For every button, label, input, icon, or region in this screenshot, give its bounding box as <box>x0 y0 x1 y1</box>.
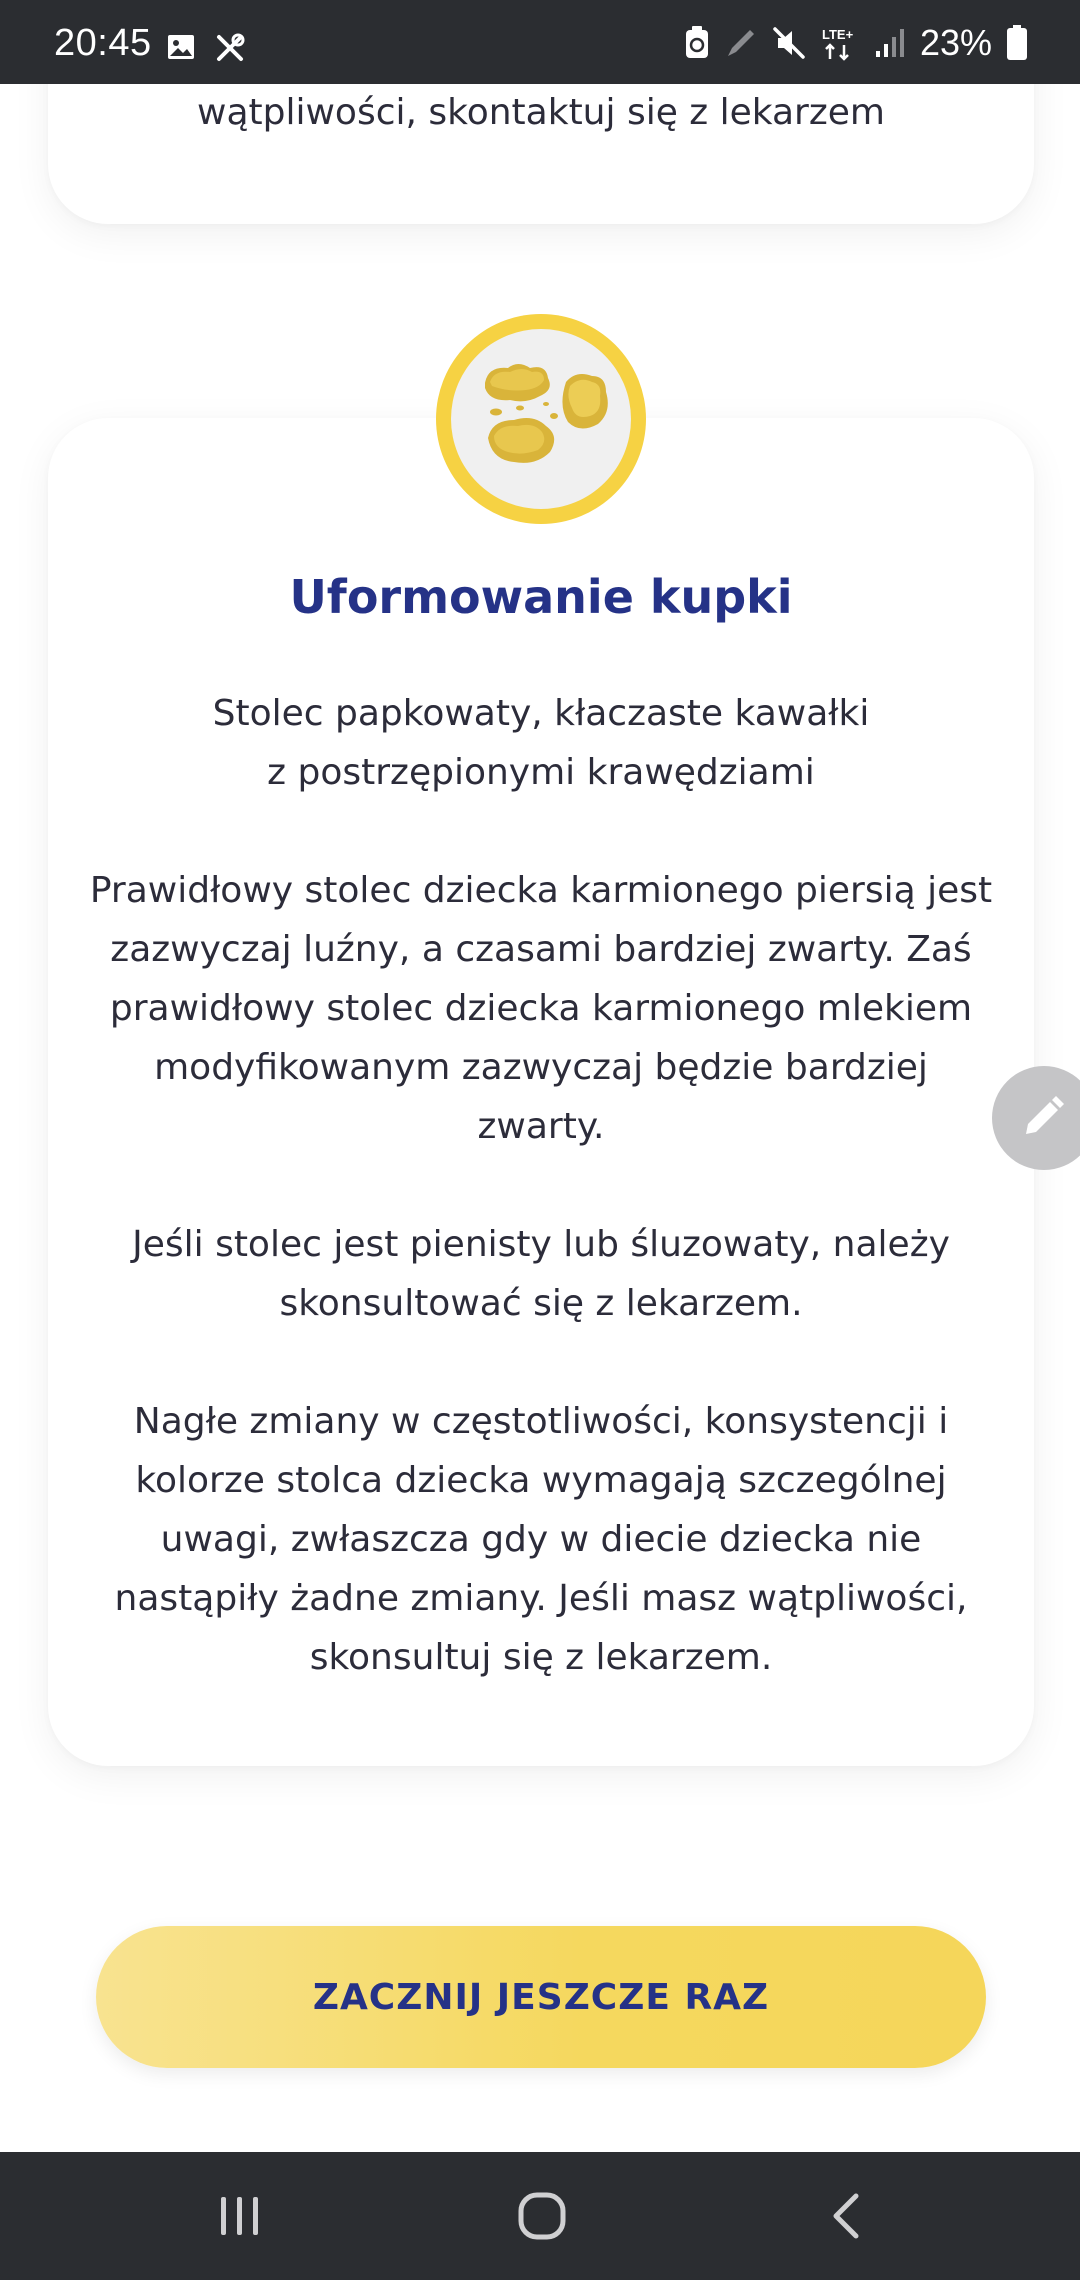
previous-card-text: wątpliwości, skontaktuj się z lekarzem <box>197 92 885 133</box>
card-paragraph-1: Prawidłowy stolec dziecka karmionego piersią jest zazwyczaj luźny, a czasami bardziej zwarty. Zaś prawidłowy stolec dziecka karmionego mlekiem modyfikowanym zazwyczaj będzie bardziej zwarty. <box>89 870 993 1147</box>
signal-icon <box>874 27 906 59</box>
recent-apps-button[interactable] <box>200 2182 280 2250</box>
card-title: Uformowanie kupki <box>289 570 793 624</box>
image-icon <box>166 32 196 62</box>
battery-percent: 23% <box>919 22 992 63</box>
back-button[interactable] <box>806 2182 886 2250</box>
previous-info-card <box>48 84 1034 224</box>
card-paragraph-2: Jeśli stolec jest pienisty lub śluzowaty, należy skonsultować się z lekarzem. <box>132 1224 950 1324</box>
card-body <box>88 684 994 1687</box>
svg-text:LTE+: LTE+ <box>821 27 854 42</box>
home-icon <box>516 2190 568 2242</box>
status-time: 20:45 <box>54 22 152 64</box>
stool-clumps-icon <box>430 308 652 530</box>
status-notification-icons <box>166 32 246 64</box>
restart-button[interactable]: ZACZNIJ JESZCZE RAZ <box>96 1926 986 2068</box>
content-scroll-area[interactable] <box>0 84 1080 2152</box>
home-button[interactable] <box>502 2182 582 2250</box>
pen-icon <box>724 26 758 60</box>
card-subtitle-line2: z postrzępionymi krawędziami <box>267 752 815 793</box>
card-subtitle-line1: Stolec papkowaty, kłaczaste kawałki <box>212 693 870 734</box>
status-bar <box>0 0 1080 84</box>
battery-icon <box>1006 25 1028 61</box>
card-paragraph-3: Nagłe zmiany w częstotliwości, konsystencji i kolorze stolca dziecka wymagają szczególnej uwagi, zwłaszcza gdy w diecie dziecka nie nastąpiły żadne zmiany. Jeśli masz wątpliwości, skonsultuj się z lekarzem. <box>114 1401 968 1678</box>
system-nav-bar <box>0 2152 1080 2280</box>
battery-saver-icon <box>684 26 710 60</box>
tools-icon <box>214 32 246 64</box>
lte-icon <box>820 25 860 61</box>
card-subtitle <box>88 684 994 802</box>
status-system-icons <box>684 22 1028 64</box>
mute-icon <box>772 26 806 60</box>
stool-info-card <box>48 418 1034 1766</box>
recent-apps-icon <box>215 2193 265 2239</box>
back-icon <box>826 2190 866 2242</box>
pencil-icon <box>1018 1094 1066 1142</box>
